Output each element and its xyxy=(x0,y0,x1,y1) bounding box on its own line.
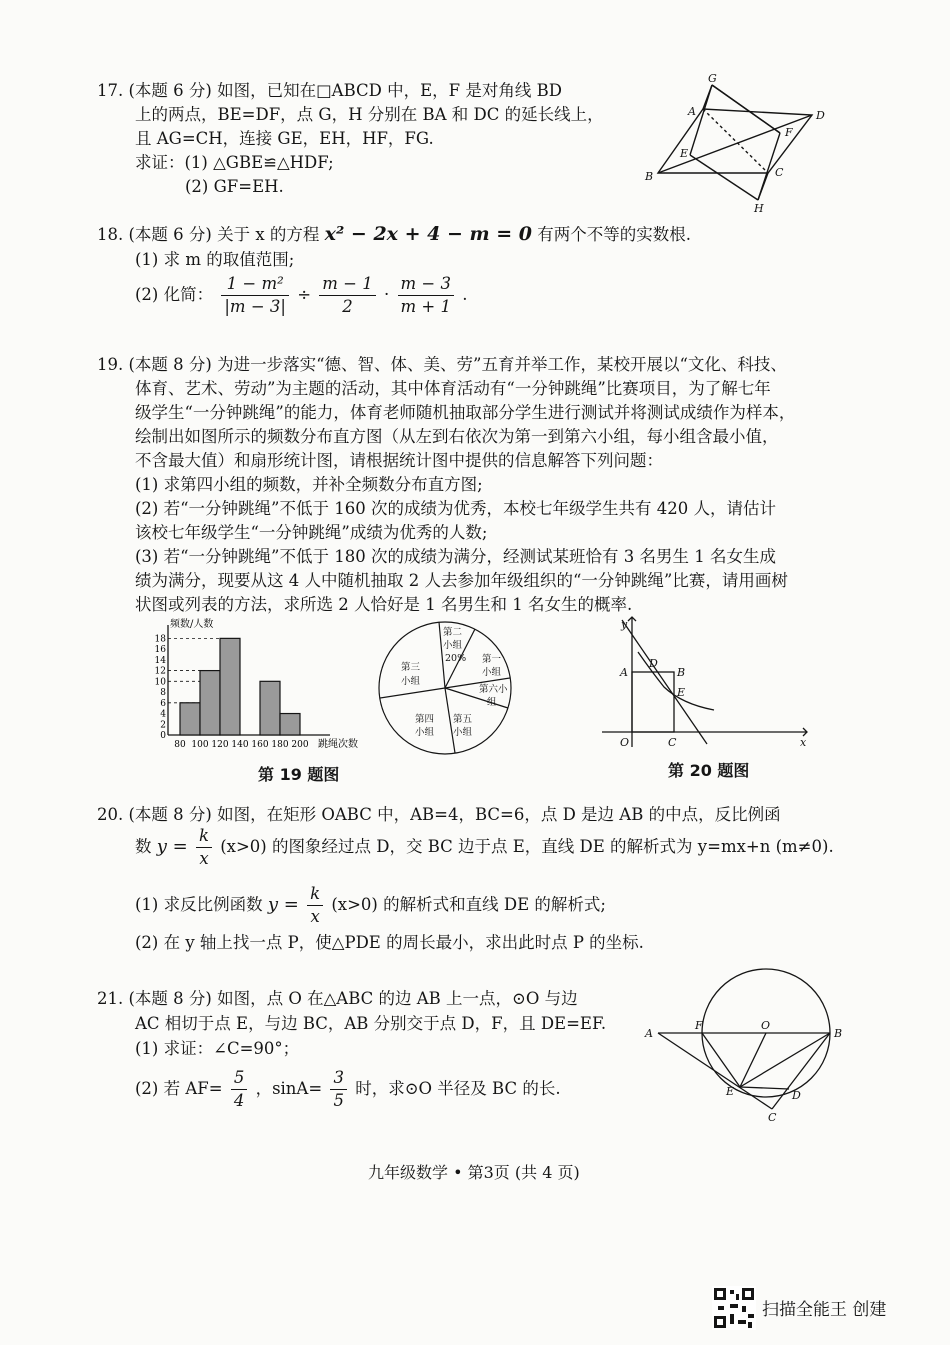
q20-line-2 xyxy=(135,826,834,869)
q17-line-1: 17. (本题 6 分) 如图，已知在□ABCD 中，E，F 是对角线 BD xyxy=(97,81,562,100)
q20-k-num: k xyxy=(196,826,212,848)
q20-function-y: y = xyxy=(156,836,188,857)
page-footer: 九年级数学 • 第3页 (共 4 页) xyxy=(368,1163,580,1182)
q18-intro: 18. (本题 6 分) 关于 x 的方程 xyxy=(97,225,320,244)
label-G: G xyxy=(708,72,717,85)
histogram-bar xyxy=(280,714,300,735)
label-C3: C xyxy=(768,1111,777,1124)
histogram-x-tick: 180 xyxy=(271,740,289,750)
label-O: O xyxy=(620,736,630,749)
histogram-x-tick: 160 xyxy=(251,740,269,750)
frac2-numerator: m − 1 xyxy=(319,274,375,296)
q20-x-den: x xyxy=(199,849,209,868)
period: . xyxy=(462,285,468,304)
q18-simplify-label: (2) 化简： xyxy=(135,285,214,304)
histogram-x-tick: 200 xyxy=(291,740,309,750)
q17-line-5: (2) GF=EH. xyxy=(185,177,284,196)
pie-s2-2: 小组 xyxy=(443,640,463,651)
q18-line-2: (1) 求 m 的取值范围; xyxy=(135,250,295,269)
pie-s6-2: 组 xyxy=(487,697,497,708)
q21-sina-label: ，sinA= xyxy=(255,1079,323,1098)
qr-code-icon xyxy=(712,1286,756,1330)
q20-line-4: (2) 在 y 轴上找一点 P，使△PDE 的周长最小，求出此时点 P 的坐标. xyxy=(135,933,644,952)
histogram-y-tick: 16 xyxy=(154,645,166,656)
q17-line-4: 求证：(1) △GBE≌△HDF; xyxy=(135,153,334,172)
pie-s4-2: 小组 xyxy=(415,727,435,738)
dot-sign: · xyxy=(384,285,390,304)
q17-parallelogram-figure xyxy=(640,70,840,215)
q18-intro-end: 有两个不等的实数根. xyxy=(537,225,691,244)
q21-line-4 xyxy=(135,1068,561,1111)
label-A3: A xyxy=(645,1027,653,1040)
q20-part1-x: x xyxy=(310,907,320,926)
histogram-y-tick: 8 xyxy=(160,688,166,699)
pie-s1-1: 第一 xyxy=(482,654,502,665)
histogram-bar xyxy=(200,671,220,735)
q19-line-8: 该校七年级学生“一分钟跳绳”成绩为优秀的人数; xyxy=(135,523,488,542)
divide-sign: ÷ xyxy=(297,285,312,304)
q19-histogram xyxy=(140,615,370,755)
q20-caption: 第 20 题图 xyxy=(668,761,750,780)
pie-s2-3: 20% xyxy=(445,653,467,664)
q19-caption: 第 19 题图 xyxy=(258,765,340,784)
q20-part1-y: y = xyxy=(267,894,299,915)
label-O3: O xyxy=(761,1019,771,1032)
q20-line2-prefix: 数 xyxy=(135,837,152,856)
q19-line-11: 状图或列表的方法，求所选 2 人恰好是 1 名男生和 1 名女生的概率. xyxy=(135,595,633,614)
q19-line-6: (1) 求第四小组的频数，并补全频数分布直方图; xyxy=(135,475,483,494)
frac1-denominator: |m − 3| xyxy=(224,297,286,316)
pie-s1-2: 小组 xyxy=(482,667,502,678)
label-B: B xyxy=(645,170,654,183)
q21-line-2: AC 相切于点 E，与边 BC，AB 分别交于点 D，F，且 DE=EF. xyxy=(135,1014,607,1033)
q21-af-label: (2) 若 AF= xyxy=(135,1079,223,1098)
histogram-ylabel: 频数/人数 xyxy=(170,619,214,630)
label-E2: E xyxy=(677,686,686,699)
histogram-bar xyxy=(220,638,240,735)
histogram-bar xyxy=(260,681,280,735)
label-C: C xyxy=(775,166,784,179)
frac2-denominator: 2 xyxy=(342,297,353,316)
q19-line-1: 19. (本题 8 分) 为进一步落实“德、智、体、美、劳”五育并举工作，某校开展以“文化、科技、 xyxy=(97,355,787,374)
q20-part1-k: k xyxy=(307,884,323,906)
q18-line-1 xyxy=(97,223,691,246)
pie-s2-1: 第二 xyxy=(443,627,463,638)
q18-equation: x² − 2x + 4 − m = 0 xyxy=(324,223,532,245)
label-D3: D xyxy=(792,1089,801,1102)
label-x: x xyxy=(800,736,807,749)
q18-line-3 xyxy=(135,274,467,317)
q20-part1-prefix: (1) 求反比例函数 xyxy=(135,895,263,914)
q20-part1-rest: (x>0) 的解析式和直线 DE 的解析式; xyxy=(331,895,606,914)
label-B2: B xyxy=(677,666,686,679)
frac3-numerator: m − 3 xyxy=(398,274,454,296)
label-F3: F xyxy=(695,1019,703,1032)
q21-sina-num: 3 xyxy=(330,1068,347,1090)
q21-circle-figure xyxy=(640,965,850,1125)
histogram-x-tick: 120 xyxy=(211,740,229,750)
q21-line-3: (1) 求证：∠C=90°； xyxy=(135,1039,300,1058)
frac1-numerator: 1 − m² xyxy=(221,274,289,296)
label-B3: B xyxy=(834,1027,843,1040)
q20-coordinate-figure xyxy=(592,612,817,752)
histogram-y-tick: 10 xyxy=(154,677,166,688)
scanner-watermark: 扫描全能王 创建 xyxy=(762,1300,887,1320)
histogram-x-tick: 80 xyxy=(174,740,186,750)
q20-line-1: 20. (本题 8 分) 如图，在矩形 OABC 中，AB=4，BC=6，点 D 是边 AB 的中点，反比例函 xyxy=(97,805,781,824)
pie-s5-1: 第五 xyxy=(453,714,473,725)
label-E: E xyxy=(680,147,689,160)
label-D2: D xyxy=(649,657,658,670)
q17-line-3: 且 AG=CH，连接 GE，EH，HF，FG. xyxy=(135,129,434,148)
label-A2: A xyxy=(620,666,628,679)
pie-s6-1: 第六小 xyxy=(479,684,508,695)
pie-s5-2: 小组 xyxy=(453,727,473,738)
q17-line-2: 上的两点，BE=DF，点 G，H 分别在 BA 和 DC 的延长线上， xyxy=(135,105,604,124)
q21-line-1: 21. (本题 8 分) 如图，点 O 在△ABC 的边 AB 上一点，⊙O 与边 xyxy=(97,989,578,1008)
q21-sina-den: 5 xyxy=(333,1091,344,1110)
histogram-y-tick: 14 xyxy=(154,655,166,666)
q20-line-3 xyxy=(135,884,606,927)
q20-line2-rest: (x>0) 的图象经过点 D，交 BC 边于点 E，直线 DE 的解析式为 y=mx+n (m≠0). xyxy=(220,837,834,856)
q19-line-5: 不含最大值）和扇形统计图，请根据统计图中提供的信息解答下列问题： xyxy=(135,451,663,470)
histogram-y-tick: 0 xyxy=(160,731,166,741)
pie-s4-1: 第四 xyxy=(415,714,435,725)
label-y: y xyxy=(621,618,628,631)
histogram-xlabel: 跳绳次数 xyxy=(318,739,358,750)
pie-s3-2: 小组 xyxy=(401,676,421,687)
histogram-x-tick: 100 xyxy=(191,740,209,750)
label-E3: E xyxy=(726,1085,735,1098)
histogram-y-tick: 2 xyxy=(160,720,166,731)
pie-s3-1: 第三 xyxy=(401,662,421,673)
label-D: D xyxy=(816,109,825,122)
q19-line-7: (2) 若“一分钟跳绳”不低于 160 次的成绩为优秀，本校七年级学生共有 420 人，请估计 xyxy=(135,499,776,518)
q19-line-3: 级学生“一分钟跳绳”的能力，体育老师随机抽取部分学生进行测试并将测试成绩作为样本， xyxy=(135,403,796,422)
q19-line-10: 绩为满分，现要从这 4 人中随机抽取 2 人去参加年级组织的“一分钟跳绳”比赛，请用画树 xyxy=(135,571,788,590)
q19-line-2: 体育、艺术、劳动”为主题的活动，其中体育活动有“一分钟跳绳”比赛项目，为了解七年 xyxy=(135,379,771,398)
label-H: H xyxy=(754,202,764,215)
q21-af-den: 4 xyxy=(233,1091,245,1110)
frac3-denominator: m + 1 xyxy=(400,297,451,316)
histogram-x-tick: 140 xyxy=(231,740,249,750)
histogram-y-tick: 4 xyxy=(160,709,166,720)
q19-pie-chart xyxy=(375,618,515,758)
q21-af-num: 5 xyxy=(231,1068,248,1090)
label-A: A xyxy=(688,105,696,118)
histogram-bar xyxy=(180,703,200,735)
label-C2: C xyxy=(668,736,677,749)
histogram-y-tick: 6 xyxy=(160,698,166,709)
label-F: F xyxy=(785,126,793,139)
q19-line-4: 绘制出如图所示的频数分布直方图（从左到右依次为第一到第六小组，每小组含最小值， xyxy=(135,427,779,446)
q21-line4-rest: 时，求⊙O 半径及 BC 的长. xyxy=(355,1079,561,1098)
histogram-y-tick: 18 xyxy=(154,634,166,645)
histogram-y-tick: 12 xyxy=(154,666,166,677)
q19-line-9: (3) 若“一分钟跳绳”不低于 180 次的成绩为满分，经测试某班恰有 3 名男生 1 名女生成 xyxy=(135,547,776,566)
